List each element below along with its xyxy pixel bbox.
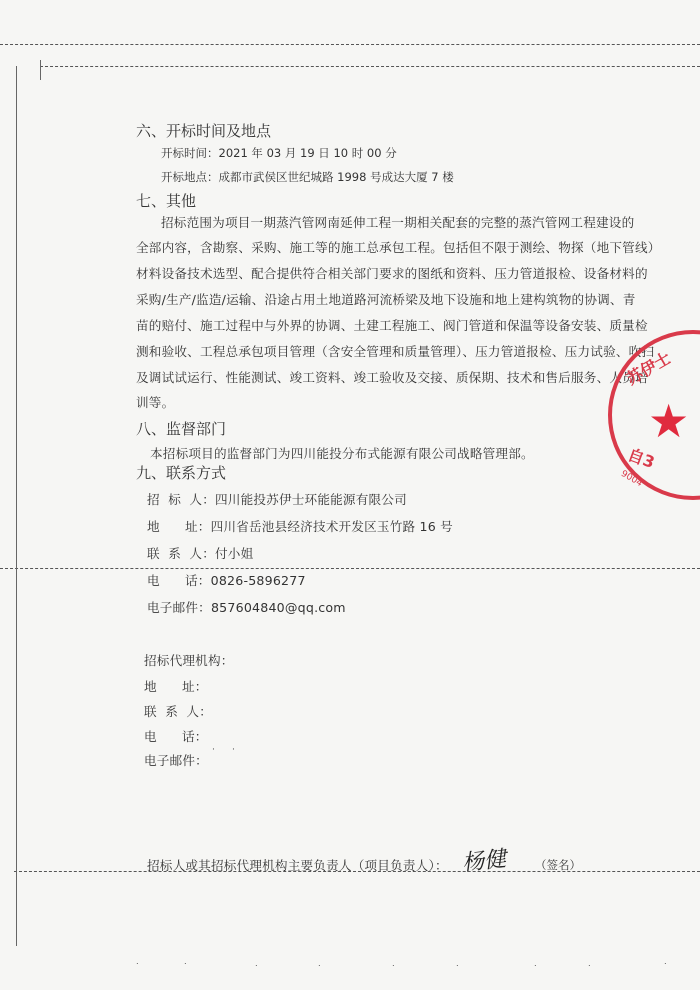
- star-icon: ★: [648, 394, 690, 448]
- stamp-bottom-text: 自3: [625, 444, 658, 473]
- scan-speck: ᐧ: [318, 962, 321, 972]
- email-line: 电子邮件：857604840@qq.com: [147, 600, 346, 615]
- agency-address-label: 地 址：: [144, 679, 208, 694]
- scan-speck: ·: [232, 745, 235, 755]
- section8-heading: 八、监督部门: [136, 420, 227, 438]
- stamp-text: 苏伊士: [622, 348, 675, 389]
- signature-label: 招标人或其招标代理机构主要负责人（项目负责人）：: [147, 858, 448, 873]
- top-dashed-rule-2: [40, 66, 700, 67]
- scan-speck: ᐧ: [534, 962, 537, 972]
- scan-speck: ᐧ: [664, 960, 667, 970]
- tenderer-line: 招 标 人：四川能投苏伊士环能能源有限公司: [147, 492, 407, 507]
- scan-speck: ᐧ: [588, 962, 591, 972]
- section6-heading: 六、开标时间及地点: [136, 122, 272, 140]
- top-dashed-rule: [0, 44, 700, 45]
- left-tick-line: [40, 60, 41, 80]
- section7-line: 材料设备技术选型、配合提供符合相关部门要求的图纸和资料、压力管道报检、设备材料的: [136, 266, 648, 281]
- open-place: 开标地点：成都市武侯区世纪城路 1998 号成达大厦 7 楼: [161, 170, 454, 184]
- section9-heading: 九、联系方式: [136, 464, 227, 482]
- address-line: 地 址：四川省岳池县经济技术开发区玉竹路 16 号: [147, 519, 453, 534]
- section7-line: 采购/生产/监造/运输、沿途占用土地道路河流桥梁及地下设施和地上建构筑物的协调、青: [136, 292, 636, 307]
- section7-line: 苗的赔付、施工过程中与外界的协调、土建工程施工、阀门管道和保温等设备安装、质量检: [136, 318, 648, 333]
- signature-suffix: （签名）: [535, 858, 581, 872]
- open-time: 开标时间：2021 年 03 月 19 日 10 时 00 分: [161, 146, 397, 160]
- agency-name-label: 招标代理机构：: [144, 653, 234, 668]
- section7-line: 训等。: [136, 395, 175, 410]
- handwritten-signature: 杨健: [461, 846, 508, 877]
- section7-line: 全部内容，含勘察、采购、施工等的施工总承包工程。包括但不限于测绘、物探（地下管线）: [136, 240, 661, 255]
- agency-email-label: 电子邮件：: [144, 753, 208, 768]
- scan-speck: ·: [212, 745, 215, 755]
- middle-dashed-rule: [0, 568, 700, 569]
- scan-speck: ᐧ: [184, 960, 187, 970]
- agency-contact-label: 联 系 人：: [144, 704, 212, 719]
- supervision-text: 本招标项目的监督部门为四川能投分布式能源有限公司战略管理部。: [150, 446, 534, 461]
- agency-phone-label: 电 话：: [144, 729, 208, 744]
- contact-line: 联 系 人：付小姐: [147, 546, 254, 561]
- section7-line: 及调试试运行、性能测试、竣工资料、竣工验收及交接、质保期、技术和售后服务、人员培: [136, 370, 648, 385]
- left-margin-line: [16, 66, 17, 946]
- phone-line: 电 话：0826-5896277: [147, 573, 306, 588]
- stamp-number: 9004: [619, 468, 644, 490]
- section7-line: 招标范围为项目一期蒸汽管网南延伸工程一期相关配套的完整的蒸汽管网工程建设的: [161, 215, 635, 230]
- scan-speck: ᐧ: [456, 962, 459, 972]
- scan-speck: ᐧ: [392, 962, 395, 972]
- scan-speck: ᐧ: [136, 960, 139, 970]
- scan-speck: ᐧ: [255, 962, 258, 972]
- section7-line: 测和验收、工程总承包项目管理（含安全管理和质量管理）、压力管道报检、压力试验、吹扫: [136, 344, 655, 359]
- section7-heading: 七、其他: [136, 192, 197, 210]
